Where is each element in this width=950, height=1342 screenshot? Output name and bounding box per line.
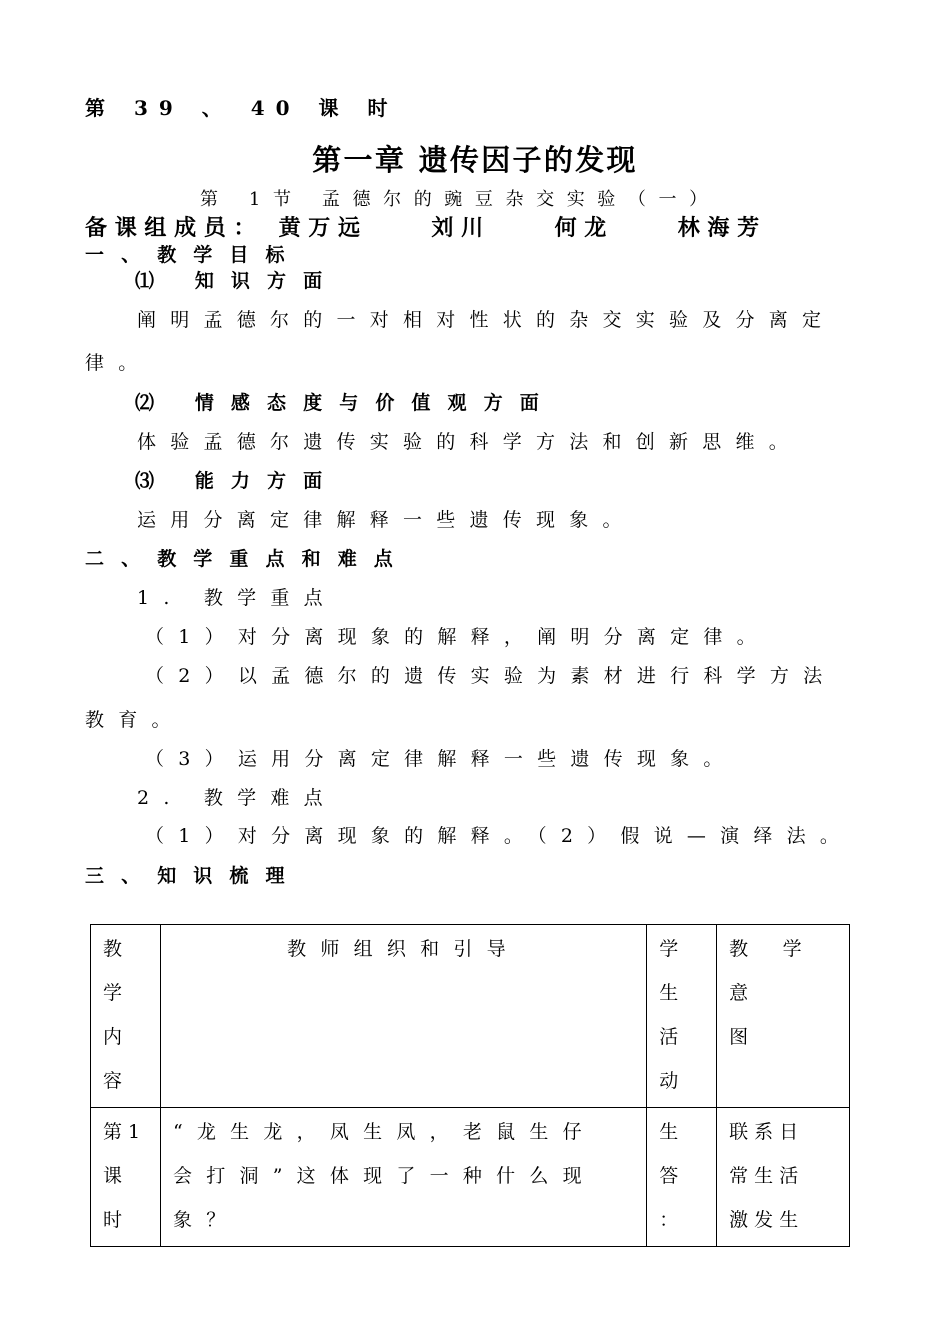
- cell-line: 常 生 活: [729, 1165, 799, 1187]
- paragraph: 阐明孟德尔的一对相对性状的杂交实验及分离定: [137, 309, 836, 331]
- subheading-knowledge: ⑴ 知识方面: [135, 270, 340, 292]
- header-text: 图: [729, 1026, 749, 1048]
- prep-group-members: [85, 211, 815, 242]
- header-char: 动: [659, 1070, 679, 1092]
- members-label: 备课组成员：: [85, 215, 264, 241]
- header-char: 学: [659, 938, 679, 960]
- member-name: 黄万远: [278, 215, 368, 241]
- list-item: （3）运用分离定律解释一些遗传现象。: [145, 748, 737, 770]
- cell-line: 课: [103, 1165, 123, 1187]
- section-heading-1: 一、教学目标: [85, 244, 302, 266]
- cell-line: 会打洞”这体现了一种什么现: [172, 1165, 596, 1187]
- header-text: 教 学 意: [729, 938, 816, 1004]
- cell-line: ：: [659, 1209, 679, 1231]
- table-header-cell: [91, 925, 161, 1108]
- subheading-attitude: ⑵ 情感态度与价值观方面: [135, 392, 556, 414]
- table-cell: [91, 1108, 161, 1247]
- paragraph: 律。: [85, 352, 152, 374]
- table-header-cell: [160, 925, 646, 1108]
- subheading-ability: ⑶ 能力方面: [135, 470, 340, 492]
- list-item: 教育。: [85, 709, 185, 731]
- cell-line: 象？: [172, 1209, 240, 1231]
- section-title: 第 1节 孟德尔的豌豆杂交实验（一）: [200, 189, 720, 210]
- list-item: （1）对分离现象的解释，阐明分离定律。: [145, 626, 770, 648]
- table-row: [91, 1108, 850, 1247]
- cell-line: 生: [659, 1121, 679, 1143]
- section-heading-2: 二、教学重点和难点: [85, 548, 410, 570]
- list-item: （2）以孟德尔的遗传实验为素材进行科学方法: [145, 665, 837, 687]
- table-cell: [160, 1108, 646, 1247]
- lesson-session: 第 39 、 40 课 时: [85, 96, 399, 120]
- member-name: 何龙: [554, 215, 614, 241]
- paragraph: 体验孟德尔遗传实验的科学方法和创新思维。: [137, 431, 803, 453]
- subheading-key-points: 1. 教学重点: [137, 587, 337, 609]
- cell-line: 答: [659, 1165, 679, 1187]
- member-name: 刘川: [431, 215, 491, 241]
- cell-line: “龙生龙，凤生凤，老鼠生仔: [172, 1121, 596, 1143]
- cell-line: 激 发 生: [729, 1209, 799, 1231]
- cell-line: 时: [103, 1209, 123, 1231]
- table-header-row: [91, 925, 850, 1108]
- chapter-title: 第一章 遗传因子的发现: [312, 143, 638, 177]
- header-char: 学: [103, 982, 123, 1004]
- header-text: 教师组织和引导: [287, 938, 520, 960]
- header-char: 生: [659, 982, 679, 1004]
- table-cell: [647, 1108, 717, 1247]
- table-cell: [717, 1108, 850, 1247]
- table-header-cell: [717, 925, 850, 1108]
- lesson-plan-table: [90, 924, 850, 1247]
- list-item: （1）对分离现象的解释。（2）假说—演绎法。: [145, 825, 854, 847]
- table-header-cell: [647, 925, 717, 1108]
- header-char: 容: [103, 1070, 123, 1092]
- paragraph: 运用分离定律解释一些遗传现象。: [137, 509, 636, 531]
- cell-line: 联 系 日: [729, 1121, 799, 1143]
- header-char: 教: [103, 938, 123, 960]
- member-name: 林海芳: [677, 215, 767, 241]
- section-heading-3: 三、知识梳理: [85, 865, 302, 887]
- cell-line: 第 1: [103, 1121, 141, 1143]
- header-char: 内: [103, 1026, 123, 1048]
- subheading-difficult-points: 2. 教学难点: [137, 787, 337, 809]
- header-char: 活: [659, 1026, 679, 1048]
